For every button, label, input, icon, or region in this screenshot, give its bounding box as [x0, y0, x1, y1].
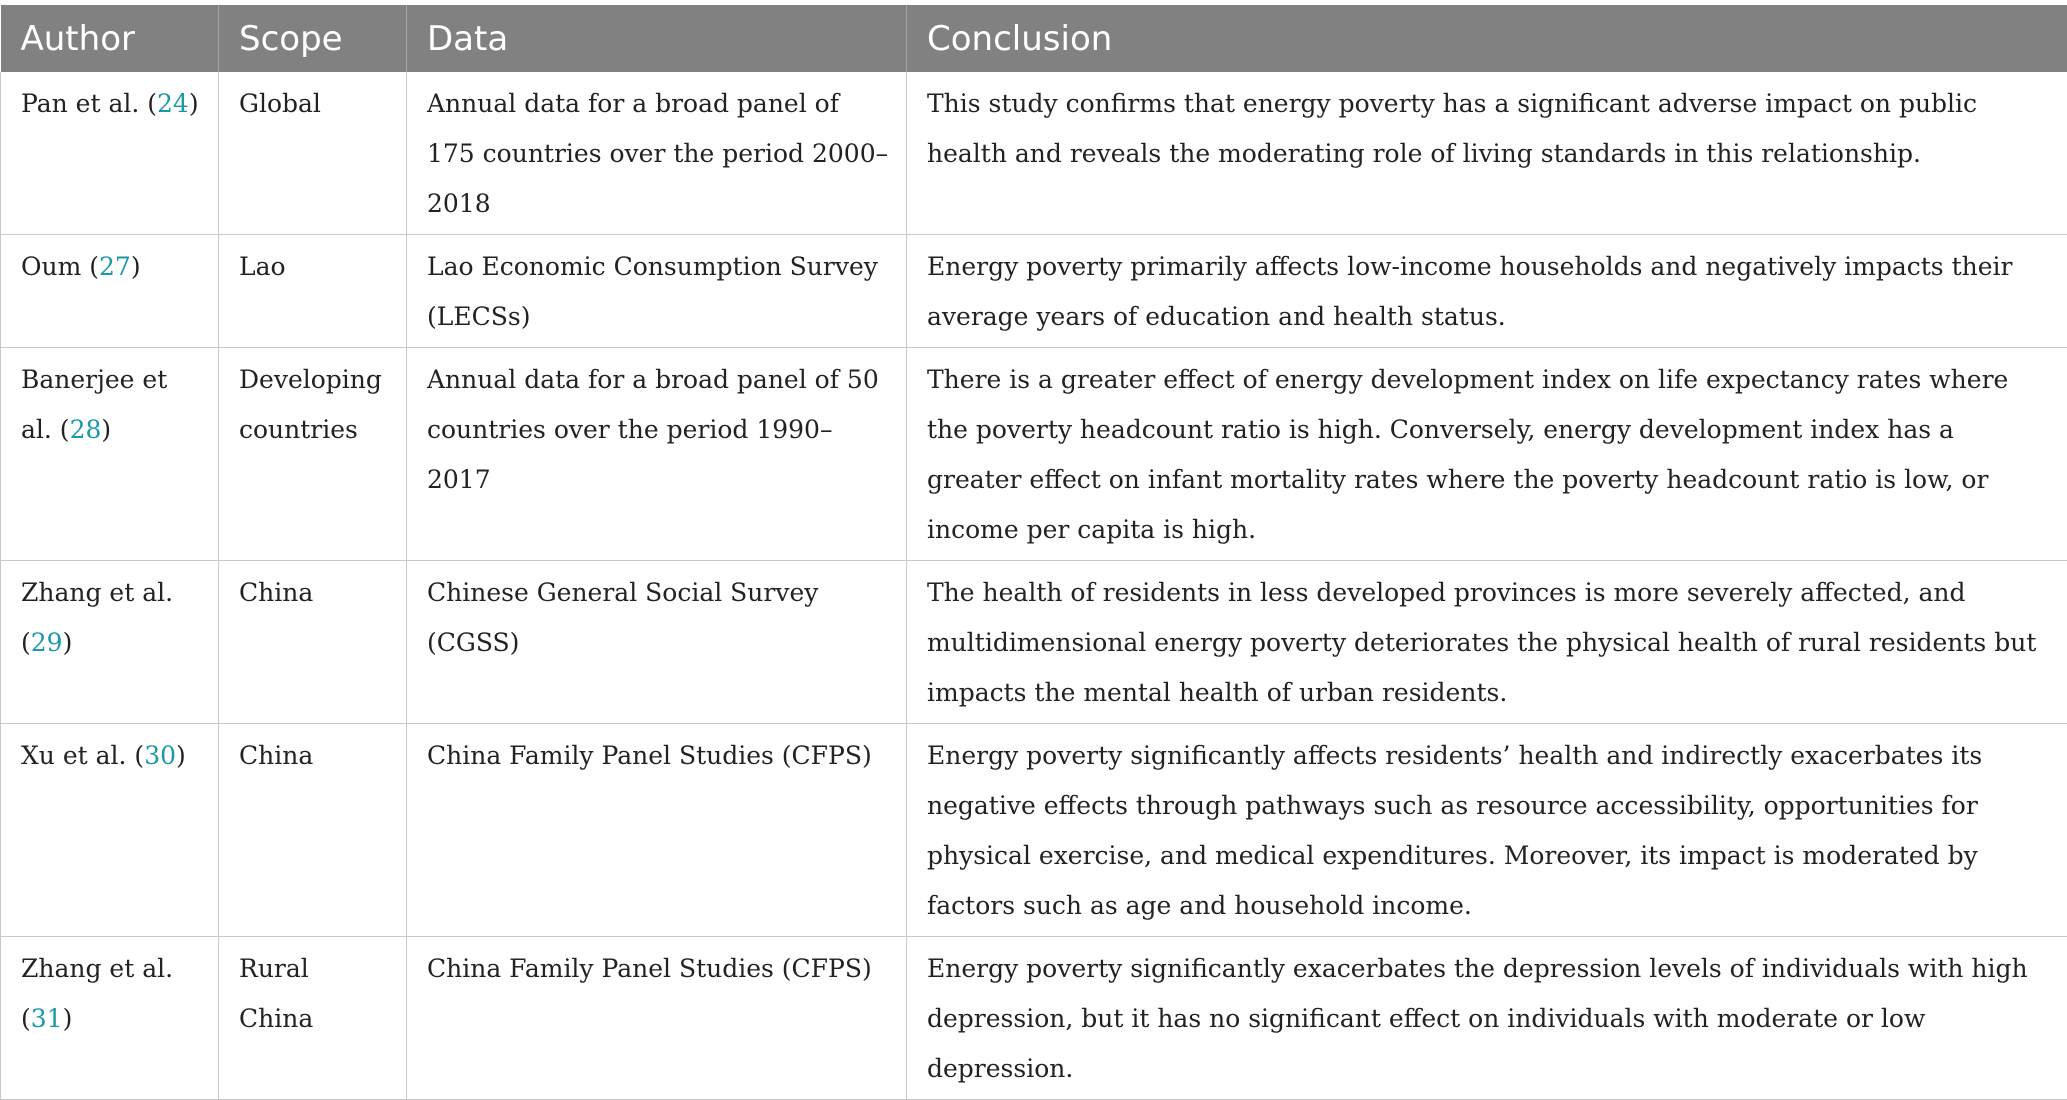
- author-name: Pan et al. (: [21, 89, 157, 118]
- cell-scope: China: [219, 724, 407, 937]
- header-conclusion: Conclusion: [907, 5, 2067, 72]
- author-name: Zhang et al. (: [21, 954, 173, 1033]
- reference-link[interactable]: 24: [157, 89, 189, 118]
- reference-link[interactable]: 29: [31, 628, 63, 657]
- author-paren-close: ): [176, 741, 186, 770]
- reference-link[interactable]: 31: [31, 1004, 63, 1033]
- table-row: [1, 235, 2067, 348]
- cell-data: Chinese General Social Survey (CGSS): [407, 561, 907, 724]
- cell-data: Lao Economic Consumption Survey (LECSs): [407, 235, 907, 348]
- author-name: Oum (: [21, 252, 99, 281]
- table-row: [1, 72, 2067, 235]
- cell-conclusion: Energy poverty significantly affects residents’ health and indirectly exacerbates its negative effects through pathways such as resource accessibility, opportunities for physical exercise, and medical expenditures. Moreover, its impact is moderated by factors such as age and household income.: [907, 724, 2067, 937]
- header-scope: Scope: [219, 5, 407, 72]
- table-header: [1, 5, 2067, 72]
- cell-data: Annual data for a broad panel of 50 countries over the period 1990–2017: [407, 348, 907, 561]
- cell-author: [1, 72, 219, 235]
- literature-table: [0, 5, 2067, 1100]
- reference-link[interactable]: 30: [144, 741, 176, 770]
- author-paren-close: ): [189, 89, 199, 118]
- cell-conclusion: Energy poverty significantly exacerbates the depression levels of individuals with high depression, but it has no significant effect on individuals with moderate or low depression.: [907, 937, 2067, 1100]
- cell-author: [1, 235, 219, 348]
- cell-author: [1, 561, 219, 724]
- cell-scope: Developing countries: [219, 348, 407, 561]
- table-row: [1, 937, 2067, 1100]
- table-row: [1, 348, 2067, 561]
- author-paren-close: ): [131, 252, 141, 281]
- author-name: Xu et al. (: [21, 741, 144, 770]
- table-row: [1, 561, 2067, 724]
- table-row: [1, 724, 2067, 937]
- cell-author: [1, 348, 219, 561]
- cell-conclusion: This study confirms that energy poverty has a significant adverse impact on public health and reveals the moderating role of living standards in this relationship.: [907, 72, 2067, 235]
- author-name: Banerjee et al. (: [21, 365, 167, 444]
- cell-conclusion: There is a greater effect of energy development index on life expectancy rates where the poverty headcount ratio is high. Conversely, energy development index has a greater effect on infant mortality rates where the poverty headcount ratio is low, or income per capita is high.: [907, 348, 2067, 561]
- header-author: Author: [1, 5, 219, 72]
- header-row: [1, 5, 2067, 72]
- author-paren-close: ): [63, 628, 73, 657]
- cell-author: [1, 724, 219, 937]
- header-data: Data: [407, 5, 907, 72]
- cell-data: Annual data for a broad panel of 175 countries over the period 2000–2018: [407, 72, 907, 235]
- literature-table-container: [0, 5, 2067, 1100]
- table-body: [1, 72, 2067, 1100]
- cell-author: [1, 937, 219, 1100]
- author-name: Zhang et al. (: [21, 578, 173, 657]
- cell-scope: Lao: [219, 235, 407, 348]
- cell-scope: Rural China: [219, 937, 407, 1100]
- cell-conclusion: Energy poverty primarily affects low-income households and negatively impacts their average years of education and health status.: [907, 235, 2067, 348]
- reference-link[interactable]: 28: [70, 415, 102, 444]
- cell-data: China Family Panel Studies (CFPS): [407, 937, 907, 1100]
- cell-scope: Global: [219, 72, 407, 235]
- cell-data: China Family Panel Studies (CFPS): [407, 724, 907, 937]
- reference-link[interactable]: 27: [99, 252, 131, 281]
- cell-scope: China: [219, 561, 407, 724]
- author-paren-close: ): [63, 1004, 73, 1033]
- author-paren-close: ): [101, 415, 111, 444]
- cell-conclusion: The health of residents in less developed provinces is more severely affected, and multidimensional energy poverty deteriorates the physical health of rural residents but impacts the mental health of urban residents.: [907, 561, 2067, 724]
